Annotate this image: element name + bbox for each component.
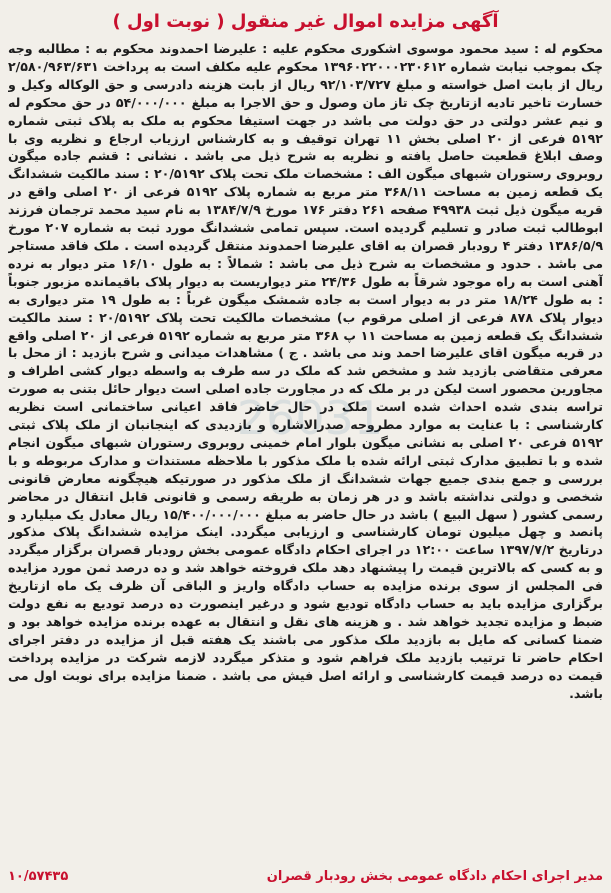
title-row bbox=[8, 6, 603, 36]
svg-text:26031: 26031 bbox=[236, 391, 384, 445]
watermark-logo bbox=[120, 390, 500, 450]
body-paragraph: محکوم له : سید محمود موسوی اشکوری محکوم علیه : علیرضا احمدوند محکوم به : مطالبه وجه چک بموجب نیابت شماره ۱۳۹۶۰۲۲۰۰۰۲۳۰۶۱۲ محکوم علیه مکلف است به پرداخت ۲/۵۸۰/۹۶۳/۶۳۱ ریال از بابت اصل خواسته و مبلغ ۹۲/۱۰۳/۷۲۷ ریال از بابت هزینه دادرسی و حق الوکاله وکیل و خسارت تاخیر تادیه ازتاریخ چک تاز مان وصول و حق الاجرا به مبلغ ۵۴/۰۰۰/۰۰۰ در حق محکوم له و نیم عشر دولتی در حق دولت می باشد در جهت استیفا محکوم به ملک به پلاک ثبتی شماره ۵۱۹۲ فرعی از ۲۰ اصلی بخش ۱۱ تهران توقیف و به کارشناس ارزیاب ارجاع و نظریه وی با وصف ابلاغ قطعیت حاصل یافته و نظریه به شرح ذیل می باشد . نشانی : قشم جاده میگون روبروی رستوران شبهای میگون الف : مشخصات ملک تحت پلاک ۲۰/۵۱۹۲ : سند مالکیت ششدانگ یک قطعه زمین به مساحت ۳۶۸/۱۱ متر مربع به شماره پلاک ۵۱۹۲ فرعی از ۲۰ اصلی واقع در قریه میگون ذیل ثبت ۴۹۹۳۸ صفحه ۲۶۱ دفتر ۱۷۶ مورخ ۱۳۸۴/۷/۹ به نام سید محمد ترجمان فرزند ابوطالب ثبت صادر و تسلیم گردیده است. سپس تمامی ششدانگ مورد ثبت به شماره ۲۰۷ مورخ ۱۳۸۶/۵/۹ دفتر ۴ رودبار قصران به اقای علیرضا احمدوند منتقل گردیده است . ملک فاقد مستاجر می باشد . حدود و مشخصات به شرح ذیل می باشد : شمالاً : به طول ۱۶/۱۰ متر دیوار به نرده آهنی است به راه موجود شرقاً به طول ۲۴/۳۶ متر دیواریست به دیوار پلاک باقیمانده مزبور جنوباً : به طول ۱۸/۲۴ متر در به دیوار است به جاده شمشک میگون غرباً : به طول ۱۹ متر دیواری به دیوار پلاک ۸۷۸ فرعی از اصلی مرقوم ب) مشخصات مالکیت تحت پلاک ۲۰/۵۱۹۲ : سند مالکیت ششدانگ یک قطعه زمین به مساحت ۱۱ پ ۳۶۸ متر مربع به شماره ۵۱۹۲ فرعی از ۲۰ اصلی واقع در قریه میگون اقای علیرضا احمد وند می باشد . ج ) مشاهدات میدانی و شرح بازدید : از محل با معرفی متقاضی بازدید شد و مشخص شد که ملک در سه طرف به واسطه دیوار کشی اطراف و مجاورین محصور است لیکن در بر ملک که در مجاورت جاده اصلی است دیوار حائل بتنی به صورت تراسه بندی شده احداث شده است ملک در حال حاضر فاقد اعیانی ساختمانی است نظریه کارشناسی : با عنایت به موارد مطروحه صدرالاشاره و بازدیدی که اینجانبان از ملک پلاک ثبتی ۵۱۹۲ فرعی ۲۰ اصلی به نشانی میگون بلوار امام خمینی روبروی رستوران شبهای میگون انجام شده و با تطبیق مدارک ثبتی ارائه شده با ملک مذکور با ملاحظه مستندات و مدارک مربوطه و با بررسی و جمع بندی جمیع جهات ششدانگ از ملک مذکور در صورتیکه هیچگونه معارض قانونی شخصی و دولتی نداشته باشد و در هر زمان به طریقه رسمی و قانونی قابل انتقال در محاضر رسمی کشور ( سهل البیع ) باشد در حال حاضر به مبلغ ۱۵/۴۰۰/۰۰۰/۰۰۰ ریال معادل یک میلیارد و پانصد و چهل میلیون تومان کارشناسی و ارزیابی میگردد. اینک مزایده ششدانگ پلاک مذکور درتاریخ ۱۳۹۷/۷/۲ ساعت ۱۲:۰۰ در اجرای احکام دادگاه عمومی بخش رودبار قصران برگزار میگردد و به کسی که بالاترین قیمت را پیشنهاد دهد ملک فروخته خواهد شد و ده درصد ثمن مورد مزایده فی المجلس از سوی برنده مزایده به حساب دادگاه واریز و الباقی آن ظرف یک ماه ازتاریخ برگزاری مزایده باید به حساب دادگاه تودیع شود و درغیر اینصورت ده درصد تودیع به نفع دولت ضبط و مزایده تجدید خواهد شد . و هزینه های نقل و انتقال به عهده برنده مزایده خواهد بود و ضمنا کسانی که مایل به بازدید ملک مذکور می باشند یک هفته قبل از مزایده در دفتر اجرای احکام حاضر تا ترتیب بازدید ملک فراهم شود و متذکر میگردد لازمه شرکت در مزایده پرداخت قیمت ده درصد قیمت کارشناسی و ارائه اصل فیش می باشد . ضمنا مزایده برای نوبت اول می باشد. bbox=[8, 41, 603, 701]
announcement-code: ۱۰/۵۷۴۳۵ bbox=[8, 868, 69, 884]
page-title: آگهی مزایده اموال غیر منقول ( نوبت اول ) bbox=[112, 10, 499, 32]
signer-title: مدیر اجرای احکام دادگاه عمومی بخش رودبار قصران bbox=[266, 868, 603, 884]
footer bbox=[8, 863, 603, 889]
